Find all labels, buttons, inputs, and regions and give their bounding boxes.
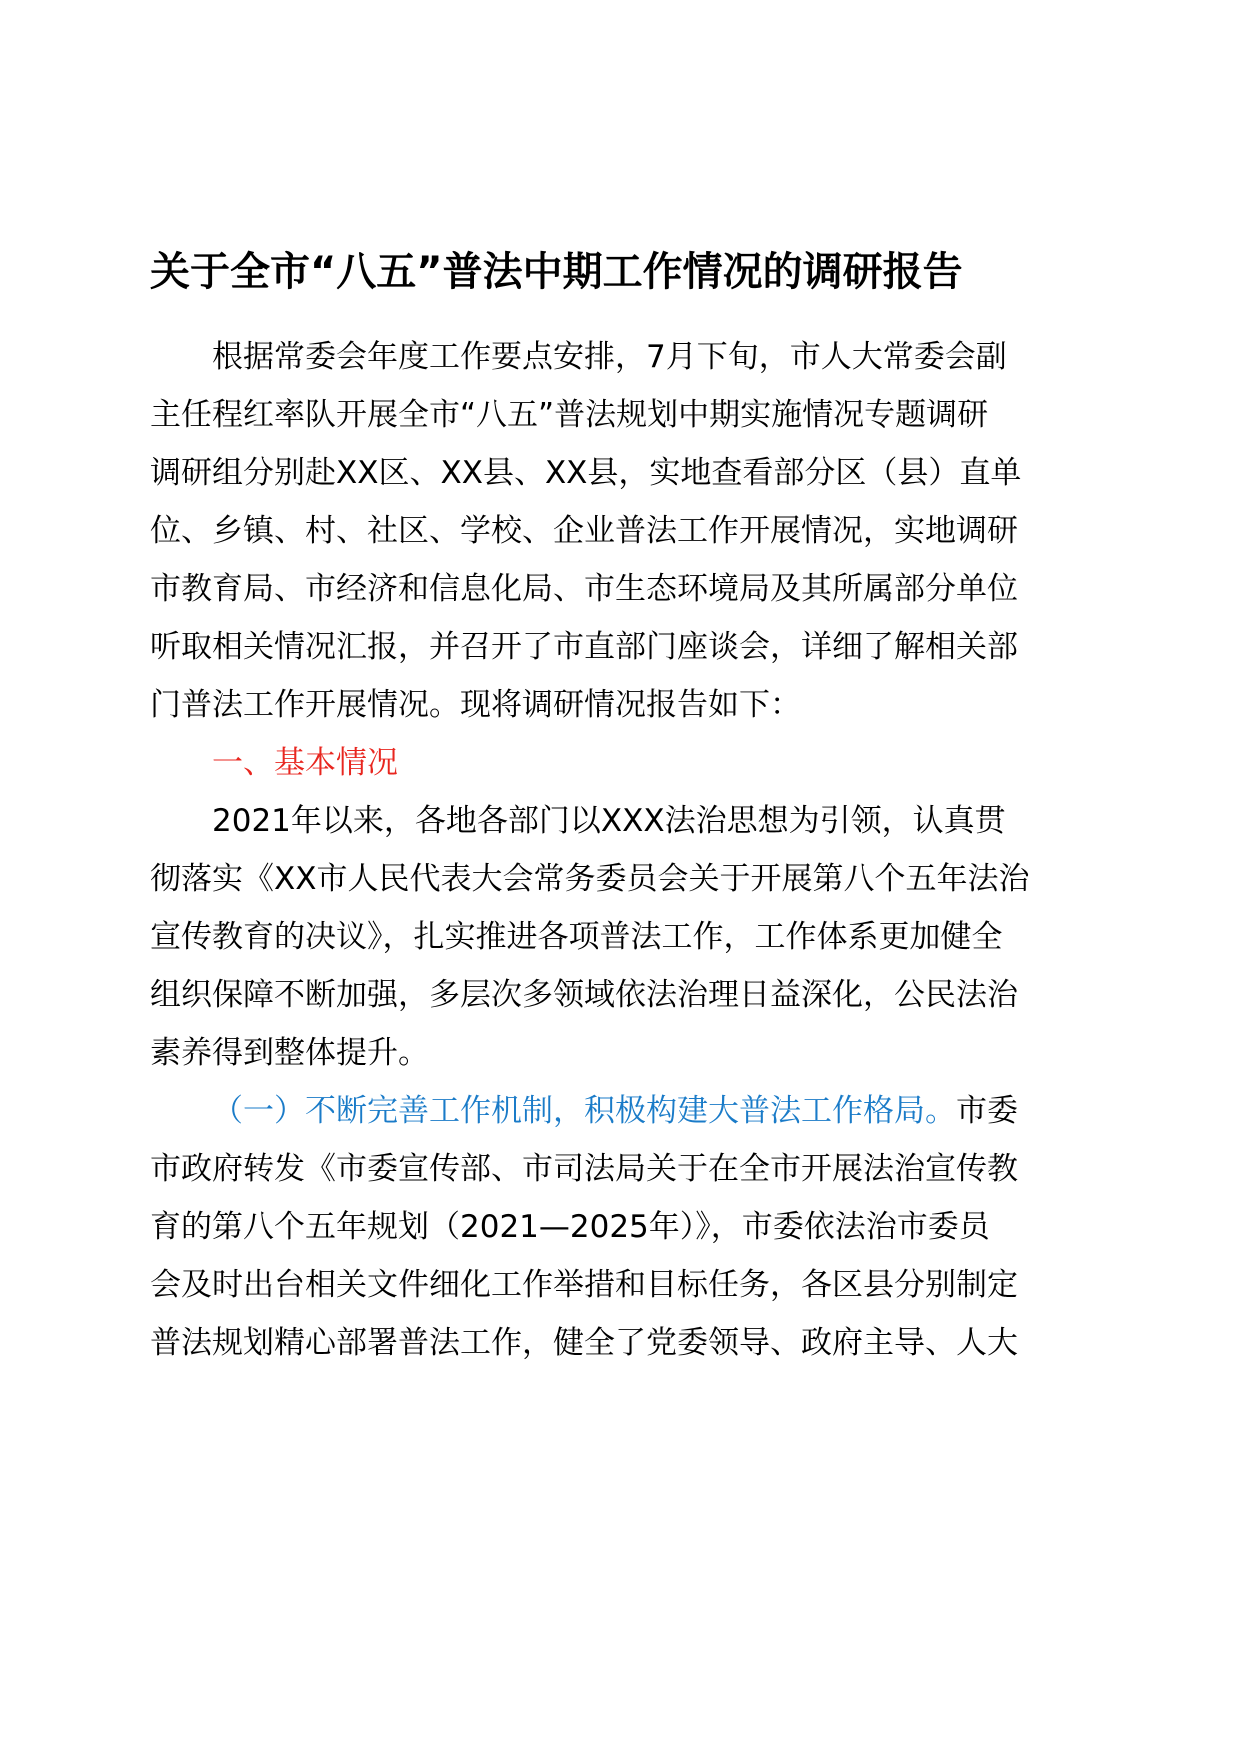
paragraph-3-line-1: [212, 1082, 1018, 1140]
paragraph-3-line-3: 育的第八个五年规划（2021—2025年）》，市委依法治市委员: [150, 1209, 990, 1245]
paragraph-2-line-3: 宣传教育的决议》，扎实推进各项普法工作，工作体系更加健全: [150, 919, 1003, 955]
paragraph-3-line-2: 市政府转发《市委宣传部、市司法局关于在全市开展法治宣传教: [150, 1151, 1018, 1187]
paragraph-2-line-4: 组织保障不断加强，多层次多领域依法治理日益深化，公民法治: [150, 977, 1018, 1013]
paragraph-1-line-2: 主任程红率队开展全市“八五”普法规划中期实施情况专题调研: [150, 397, 989, 433]
paragraph-3-line-4: 会及时出台相关文件细化工作举措和目标任务，各区县分别制定: [150, 1267, 1018, 1303]
section-heading-basic-situation: 一、基本情况: [212, 745, 398, 781]
paragraph-1-line-6: 听取相关情况汇报，并召开了市直部门座谈会，详细了解相关部: [150, 629, 1018, 665]
paragraph-2-line-5: 素养得到整体提升。: [150, 1035, 429, 1071]
paragraph-1-line-1: 根据常委会年度工作要点安排，7月下旬，市人大常委会副: [212, 339, 1007, 375]
document-title: 关于全市“八五”普法中期工作情况的调研报告: [150, 249, 963, 295]
paragraph-1-line-4: 位、乡镇、村、社区、学校、企业普法工作开展情况，实地调研: [150, 513, 1018, 549]
paragraph-1-line-7: 门普法工作开展情况。现将调研情况报告如下：: [150, 687, 801, 723]
paragraph-3-line-5: 普法规划精心部署普法工作，健全了党委领导、政府主导、人大: [150, 1325, 1018, 1361]
paragraph-2-line-1: 2021年以来，各地各部门以XXX法治思想为引领，认真贯: [212, 803, 1006, 839]
subsection-heading-work-mechanism: （一）不断完善工作机制，积极构建大普法工作格局。: [212, 1093, 956, 1129]
paragraph-2-line-2: 彻落实《XX市人民代表大会常务委员会关于开展第八个五年法治: [150, 861, 1030, 897]
paragraph-1-line-5: 市教育局、市经济和信息化局、市生态环境局及其所属部分单位: [150, 571, 1018, 607]
paragraph-3-line-1-text: 市委: [956, 1093, 1018, 1129]
paragraph-1-line-3: 调研组分别赴XX区、XX县、XX县，实地查看部分区（县）直单: [150, 455, 1022, 491]
